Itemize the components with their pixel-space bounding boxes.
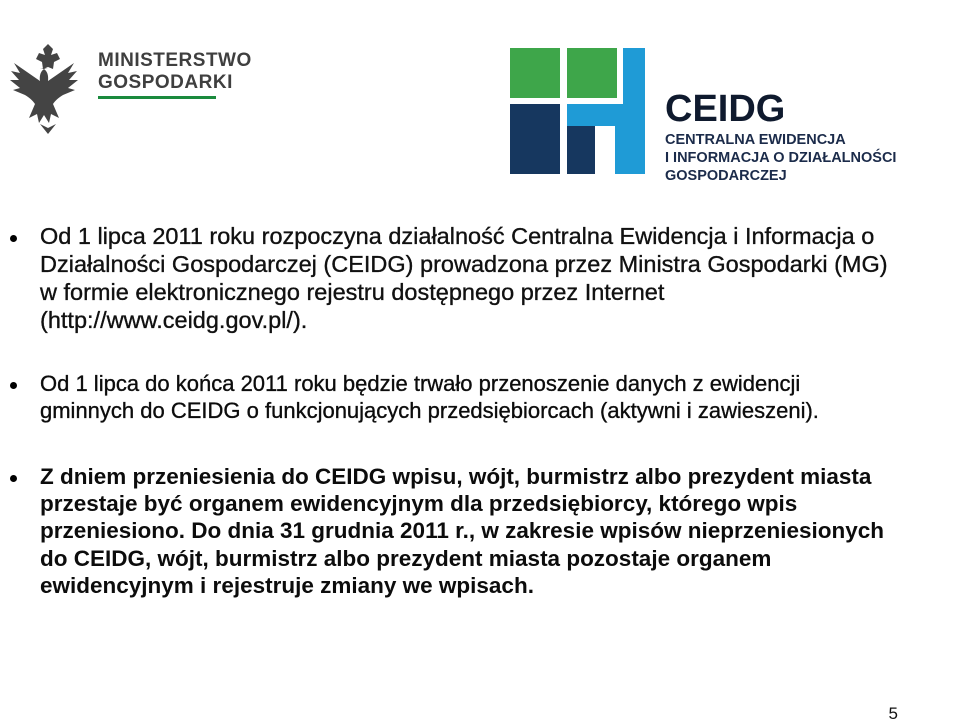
bullet-item-3 bbox=[0, 463, 960, 599]
bullet-list bbox=[0, 222, 960, 599]
bullet-item-1 bbox=[0, 222, 960, 334]
bullet-dot-icon bbox=[10, 382, 17, 389]
bullet-item-2 bbox=[0, 370, 960, 424]
ministry-accent-bar bbox=[98, 96, 216, 99]
ministry-name-line2: GOSPODARKI bbox=[98, 72, 233, 93]
ceidg-squares-icon bbox=[505, 40, 655, 200]
ministry-logo bbox=[0, 38, 252, 138]
bullet-dot-icon bbox=[10, 475, 17, 482]
ceidg-logo bbox=[505, 40, 935, 200]
bullet-text-3: Z dniem przeniesienia do CEIDG wpisu, wójt, burmistrz albo prezydent miasta przestaje być organem ewidencyjnym dla przedsiębiorcy, którego wpis przeniesiono. Do dnia 31 grudnia 2011 r., w zakresie wpisów nieprzeniesionych do CEIDG, wójt, burmistrz albo prezydent miasta pozostaje organem ewidencyjnym i rejestruje zmiany we wpisach. bbox=[40, 464, 885, 598]
bullet-text-1: Od 1 lipca 2011 roku rozpoczyna działalność Centralna Ewidencja i Informacja o Działalności Gospodarczej (CEIDG) prowadzona przez Ministra Gospodarki (MG) w formie elektronicznego rejestru dostępnego przez Internet (http://www.ceidg.gov.pl/). bbox=[40, 223, 888, 333]
ministry-name-line1: MINISTERSTWO bbox=[98, 50, 252, 71]
ceidg-subtitle-line3: GOSPODARCZEJ bbox=[665, 168, 787, 184]
bullet-text-2: Od 1 lipca do końca 2011 roku będzie trwało przenoszenie danych z ewidencji gminnych do CEIDG o funkcjonujących przedsiębiorcach (aktywni i zawieszeni). bbox=[40, 371, 819, 423]
ceidg-subtitle-line2: I INFORMACJA O DZIAŁALNOŚCI bbox=[665, 150, 897, 166]
polish-eagle-icon bbox=[2, 38, 94, 138]
ceidg-subtitle-line1: CENTRALNA EWIDENCJA bbox=[665, 132, 846, 148]
ceidg-title: CEIDG bbox=[665, 88, 786, 130]
bullet-dot-icon bbox=[10, 235, 17, 242]
page-number: 5 bbox=[888, 704, 898, 723]
